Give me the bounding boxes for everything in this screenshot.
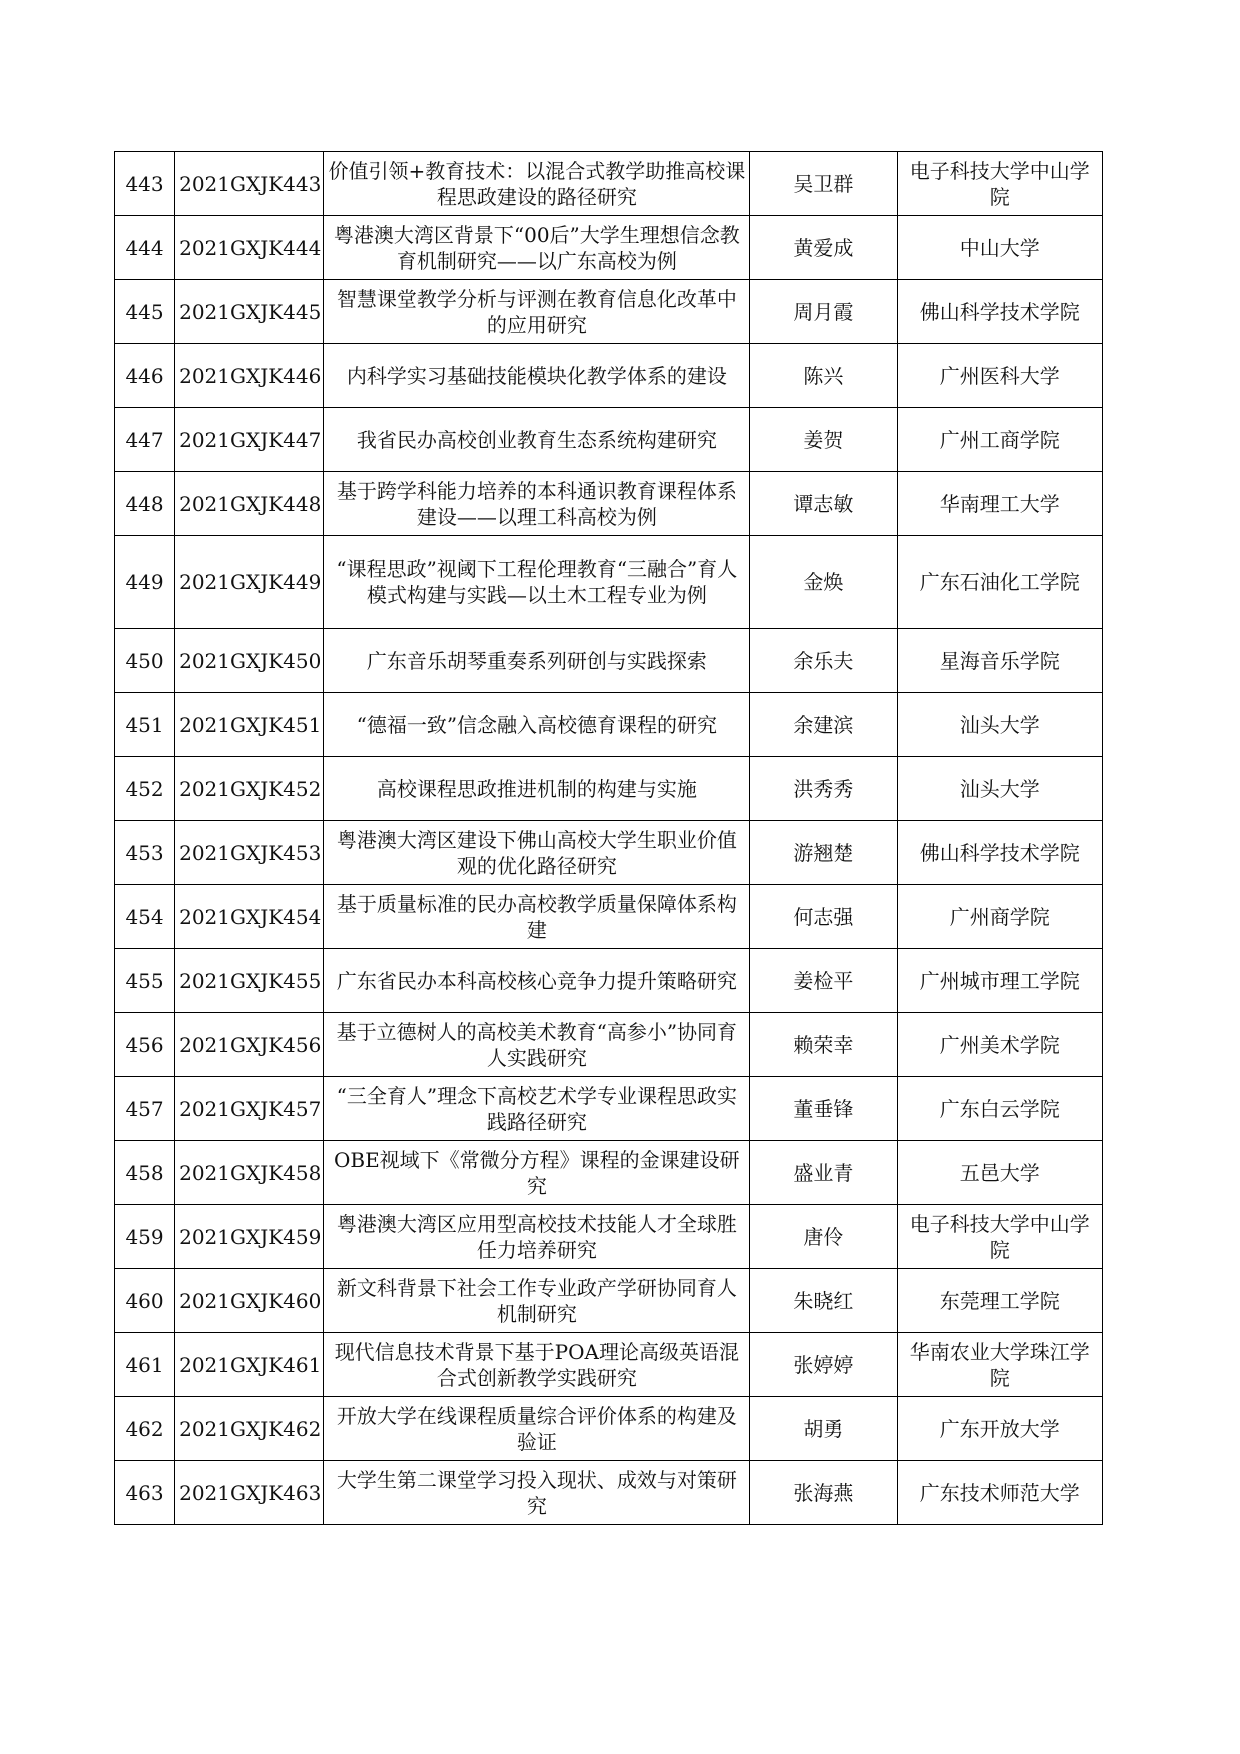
table-row [115,949,1103,1013]
row-number-cell: 443 [115,152,175,216]
row-number-cell: 452 [115,757,175,821]
row-number-cell: 456 [115,1013,175,1077]
project-title-cell: 高校课程思政推进机制的构建与实施 [324,757,750,821]
institution-cell: 广东白云学院 [897,1077,1102,1141]
project-leader-cell: 吴卫群 [750,152,897,216]
row-number-cell: 445 [115,280,175,344]
row-number-cell: 460 [115,1269,175,1333]
project-title-cell: 开放大学在线课程质量综合评价体系的构建及验证 [324,1397,750,1461]
project-title-cell: 我省民办高校创业教育生态系统构建研究 [324,408,750,472]
institution-cell: 佛山科学技术学院 [897,280,1102,344]
project-leader-cell: 唐伶 [750,1205,897,1269]
project-code-cell: 2021GXJK446 [175,344,324,408]
row-number-cell: 454 [115,885,175,949]
table-row [115,1461,1103,1525]
table-row [115,408,1103,472]
project-title-cell: 大学生第二课堂学习投入现状、成效与对策研究 [324,1461,750,1525]
table-row [115,1205,1103,1269]
project-title-cell: 基于立德树人的高校美术教育“高参小”协同育人实践研究 [324,1013,750,1077]
row-number-cell: 455 [115,949,175,1013]
project-code-cell: 2021GXJK444 [175,216,324,280]
row-number-cell: 448 [115,472,175,536]
row-number-cell: 453 [115,821,175,885]
project-leader-cell: 董垂锋 [750,1077,897,1141]
table-row [115,1397,1103,1461]
row-number-cell: 451 [115,693,175,757]
institution-cell: 电子科技大学中山学院 [897,1205,1102,1269]
project-title-cell: “课程思政”视阈下工程伦理教育“三融合”育人模式构建与实践—以土木工程专业为例 [324,536,750,629]
project-title-cell: “德福一致”信念融入高校德育课程的研究 [324,693,750,757]
project-title-cell: 广东音乐胡琴重奏系列研创与实践探索 [324,629,750,693]
project-title-cell: “三全育人”理念下高校艺术学专业课程思政实践路径研究 [324,1077,750,1141]
institution-cell: 广州工商学院 [897,408,1102,472]
row-number-cell: 444 [115,216,175,280]
project-code-cell: 2021GXJK460 [175,1269,324,1333]
project-code-cell: 2021GXJK449 [175,536,324,629]
institution-cell: 中山大学 [897,216,1102,280]
institution-cell: 广州商学院 [897,885,1102,949]
project-code-cell: 2021GXJK443 [175,152,324,216]
row-number-cell: 450 [115,629,175,693]
project-leader-cell: 洪秀秀 [750,757,897,821]
project-list-sheet [114,151,1103,1525]
institution-cell: 星海音乐学院 [897,629,1102,693]
table-row [115,1269,1103,1333]
table-row [115,1141,1103,1205]
institution-cell: 汕头大学 [897,693,1102,757]
project-title-cell: 新文科背景下社会工作专业政产学研协同育人机制研究 [324,1269,750,1333]
project-title-cell: 智慧课堂教学分析与评测在教育信息化改革中的应用研究 [324,280,750,344]
project-leader-cell: 张婷婷 [750,1333,897,1397]
institution-cell: 广州城市理工学院 [897,949,1102,1013]
row-number-cell: 446 [115,344,175,408]
row-number-cell: 462 [115,1397,175,1461]
institution-cell: 广州医科大学 [897,344,1102,408]
project-title-cell: 现代信息技术背景下基于POA理论高级英语混合式创新教学实践研究 [324,1333,750,1397]
project-code-cell: 2021GXJK451 [175,693,324,757]
row-number-cell: 457 [115,1077,175,1141]
project-leader-cell: 陈兴 [750,344,897,408]
institution-cell: 广东石油化工学院 [897,536,1102,629]
project-leader-cell: 朱晓红 [750,1269,897,1333]
project-leader-cell: 赖荣幸 [750,1013,897,1077]
table-row [115,693,1103,757]
project-title-cell: 粤港澳大湾区应用型高校技术技能人才全球胜任力培养研究 [324,1205,750,1269]
project-leader-cell: 胡勇 [750,1397,897,1461]
project-code-cell: 2021GXJK448 [175,472,324,536]
project-code-cell: 2021GXJK463 [175,1461,324,1525]
project-title-cell: 广东省民办本科高校核心竞争力提升策略研究 [324,949,750,1013]
project-leader-cell: 姜检平 [750,949,897,1013]
table-row [115,536,1103,629]
project-table [114,151,1103,1525]
table-row [115,757,1103,821]
project-code-cell: 2021GXJK454 [175,885,324,949]
project-leader-cell: 谭志敏 [750,472,897,536]
row-number-cell: 459 [115,1205,175,1269]
table-row [115,1333,1103,1397]
institution-cell: 电子科技大学中山学院 [897,152,1102,216]
row-number-cell: 458 [115,1141,175,1205]
project-code-cell: 2021GXJK447 [175,408,324,472]
table-row [115,344,1103,408]
table-row [115,885,1103,949]
project-leader-cell: 余乐夫 [750,629,897,693]
institution-cell: 广东技术师范大学 [897,1461,1102,1525]
project-leader-cell: 余建滨 [750,693,897,757]
project-code-cell: 2021GXJK458 [175,1141,324,1205]
institution-cell: 广东开放大学 [897,1397,1102,1461]
table-row [115,821,1103,885]
project-leader-cell: 游翘楚 [750,821,897,885]
institution-cell: 佛山科学技术学院 [897,821,1102,885]
project-title-cell: 粤港澳大湾区建设下佛山高校大学生职业价值观的优化路径研究 [324,821,750,885]
project-title-cell: 价值引领+教育技术：以混合式教学助推高校课程思政建设的路径研究 [324,152,750,216]
project-table-body [115,152,1103,1525]
project-title-cell: OBE视域下《常微分方程》课程的金课建设研究 [324,1141,750,1205]
row-number-cell: 463 [115,1461,175,1525]
project-leader-cell: 金焕 [750,536,897,629]
institution-cell: 广州美术学院 [897,1013,1102,1077]
project-leader-cell: 姜贺 [750,408,897,472]
project-leader-cell: 张海燕 [750,1461,897,1525]
table-row [115,1013,1103,1077]
project-title-cell: 基于跨学科能力培养的本科通识教育课程体系建设——以理工科高校为例 [324,472,750,536]
project-code-cell: 2021GXJK459 [175,1205,324,1269]
project-code-cell: 2021GXJK462 [175,1397,324,1461]
project-leader-cell: 盛业青 [750,1141,897,1205]
project-code-cell: 2021GXJK456 [175,1013,324,1077]
project-title-cell: 内科学实习基础技能模块化教学体系的建设 [324,344,750,408]
institution-cell: 五邑大学 [897,1141,1102,1205]
table-row [115,1077,1103,1141]
institution-cell: 华南理工大学 [897,472,1102,536]
row-number-cell: 449 [115,536,175,629]
table-row [115,216,1103,280]
institution-cell: 华南农业大学珠江学院 [897,1333,1102,1397]
project-title-cell: 粤港澳大湾区背景下“00后”大学生理想信念教育机制研究——以广东高校为例 [324,216,750,280]
project-leader-cell: 黄爱成 [750,216,897,280]
row-number-cell: 461 [115,1333,175,1397]
project-code-cell: 2021GXJK455 [175,949,324,1013]
project-code-cell: 2021GXJK445 [175,280,324,344]
institution-cell: 东莞理工学院 [897,1269,1102,1333]
table-row [115,152,1103,216]
project-title-cell: 基于质量标准的民办高校教学质量保障体系构建 [324,885,750,949]
project-code-cell: 2021GXJK453 [175,821,324,885]
project-code-cell: 2021GXJK457 [175,1077,324,1141]
project-code-cell: 2021GXJK461 [175,1333,324,1397]
project-code-cell: 2021GXJK450 [175,629,324,693]
project-code-cell: 2021GXJK452 [175,757,324,821]
row-number-cell: 447 [115,408,175,472]
institution-cell: 汕头大学 [897,757,1102,821]
project-leader-cell: 何志强 [750,885,897,949]
table-row [115,280,1103,344]
table-row [115,629,1103,693]
table-row [115,472,1103,536]
project-leader-cell: 周月霞 [750,280,897,344]
